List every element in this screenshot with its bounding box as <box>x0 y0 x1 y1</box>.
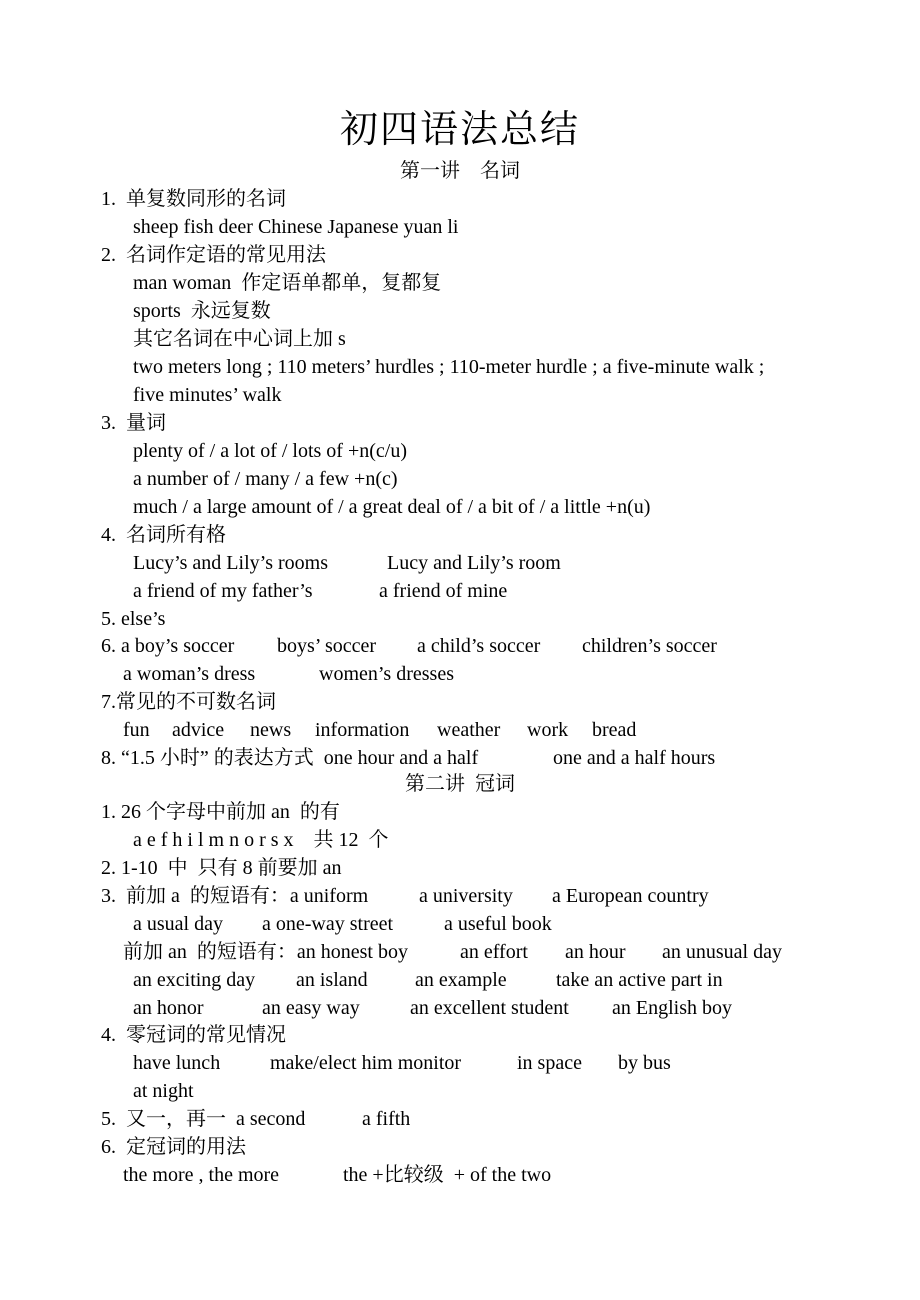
lecture1-item2-line: sports 永远复数 <box>133 300 271 322</box>
lecture2-item3-phrase: an effort <box>460 941 528 963</box>
lecture2-item3-phrase: an honor <box>133 997 204 1019</box>
lecture1-item8-text: 8. “1.5 小时” 的表达方式 one hour and a half <box>101 747 479 769</box>
lecture1-item7-word: information <box>315 719 410 741</box>
lecture1-item7-word: news <box>250 719 292 741</box>
lecture1-item4-phrase: a friend of mine <box>379 580 508 602</box>
lecture1-item7-word: weather <box>437 719 501 741</box>
lecture1-item6-phrase: boys’ soccer <box>277 635 377 657</box>
lecture2-item3-phrase: 前加 an 的短语有：an honest boy <box>123 941 408 963</box>
lecture2-item5-text: 5. 又一，再一 a second <box>101 1108 306 1130</box>
lecture2-item4-phrase: in space <box>517 1052 582 1074</box>
lecture1-item4-label: 4. 名词所有格 <box>101 524 226 546</box>
lecture2-item6-phrase: the more , the more <box>123 1164 280 1186</box>
lecture1-item2-label: 2. 名词作定语的常见用法 <box>101 244 326 266</box>
lecture1-item6-phrase: children’s soccer <box>582 635 717 657</box>
lecture2-item3-phrase: an excellent student <box>410 997 569 1019</box>
lecture2-heading: 第二讲 冠词 <box>405 773 515 795</box>
lecture2-item3-phrase: take an active part in <box>556 969 723 991</box>
lecture2-item4-label: 4. 零冠词的常见情况 <box>101 1024 286 1046</box>
lecture2-item6-label: 6. 定冠词的用法 <box>101 1136 246 1158</box>
lecture1-item7-word: advice <box>172 719 225 741</box>
lecture2-item3-phrase: a useful book <box>444 913 552 935</box>
lecture1-item1-label: 1. 单复数同形的名词 <box>101 188 286 210</box>
lecture2-item4-phrase: make/elect him monitor <box>270 1052 462 1074</box>
document-title: 初四语法总结 <box>339 109 580 151</box>
lecture2-item3-phrase: a one-way street <box>262 913 394 935</box>
lecture2-item4-phrase: by bus <box>618 1052 671 1074</box>
lecture2-item3-phrase: an English boy <box>612 997 732 1019</box>
lecture1-item7-word: work <box>527 719 569 741</box>
lecture1-item2-line: two meters long ; 110 meters’ hurdles ; 110-meter hurdle ; a five-minute walk ; <box>133 356 765 378</box>
lecture1-item4-phrase: Lucy and Lily’s room <box>387 552 561 574</box>
lecture1-item1-line: sheep fish deer Chinese Japanese yuan li <box>133 216 459 238</box>
lecture2-item3-phrase: a European country <box>552 885 709 907</box>
lecture2-item6-phrase: the +比较级 + of the two <box>343 1164 552 1186</box>
lecture2-item1-label: 1. 26 个字母中前加 an 的有 <box>101 801 340 823</box>
lecture1-item3-label: 3. 量词 <box>101 412 166 434</box>
lecture2-item3-phrase: an hour <box>565 941 626 963</box>
lecture1-item8-text: one and a half hours <box>553 747 716 769</box>
lecture1-item3-line: a number of / many / a few +n(c) <box>133 468 398 490</box>
lecture1-item2-line: five minutes’ walk <box>133 384 282 406</box>
lecture2-item4-phrase: at night <box>133 1080 194 1102</box>
lecture2-item3-phrase: a university <box>419 885 513 907</box>
lecture2-item3-phrase: an easy way <box>262 997 360 1019</box>
lecture1-item7-word: fun <box>123 719 150 741</box>
lecture1-item5-label: 5. else’s <box>101 608 166 630</box>
lecture1-item3-line: much / a large amount of / a great deal of / a bit of / a little +n(u) <box>133 496 651 518</box>
lecture2-item4-phrase: have lunch <box>133 1052 221 1074</box>
lecture2-item2-label: 2. 1-10 中 只有 8 前要加 an <box>101 857 342 879</box>
lecture1-heading: 第一讲 名词 <box>400 160 520 182</box>
lecture1-item6-phrase: 6. a boy’s soccer <box>101 635 235 657</box>
lecture1-item6-phrase: women’s dresses <box>319 663 454 685</box>
lecture2-item1-line: a e f h i l m n o r s x 共 12 个 <box>133 829 389 851</box>
lecture1-item2-line: 其它名词在中心词上加 s <box>133 328 346 350</box>
lecture2-item3-phrase: an unusual day <box>662 941 782 963</box>
lecture2-item3-phrase: an example <box>415 969 507 991</box>
lecture1-item6-phrase: a child’s soccer <box>417 635 541 657</box>
lecture2-item3-phrase: 3. 前加 a 的短语有：a uniform <box>101 885 369 907</box>
lecture1-item4-phrase: a friend of my father’s <box>133 580 313 602</box>
lecture1-item7-label: 7.常见的不可数名词 <box>101 691 276 713</box>
lecture2-item3-phrase: an island <box>296 969 368 991</box>
lecture1-item7-word: bread <box>592 719 637 741</box>
lecture2-item3-phrase: a usual day <box>133 913 223 935</box>
lecture1-item2-line: man woman 作定语单都单，复都复 <box>133 272 442 294</box>
lecture1-item6-phrase: a woman’s dress <box>123 663 256 685</box>
lecture2-item5-text: a fifth <box>362 1108 411 1130</box>
lecture1-item4-phrase: Lucy’s and Lily’s rooms <box>133 552 328 574</box>
lecture1-item3-line: plenty of / a lot of / lots of +n(c/u) <box>133 440 408 462</box>
lecture2-item3-phrase: an exciting day <box>133 969 256 991</box>
